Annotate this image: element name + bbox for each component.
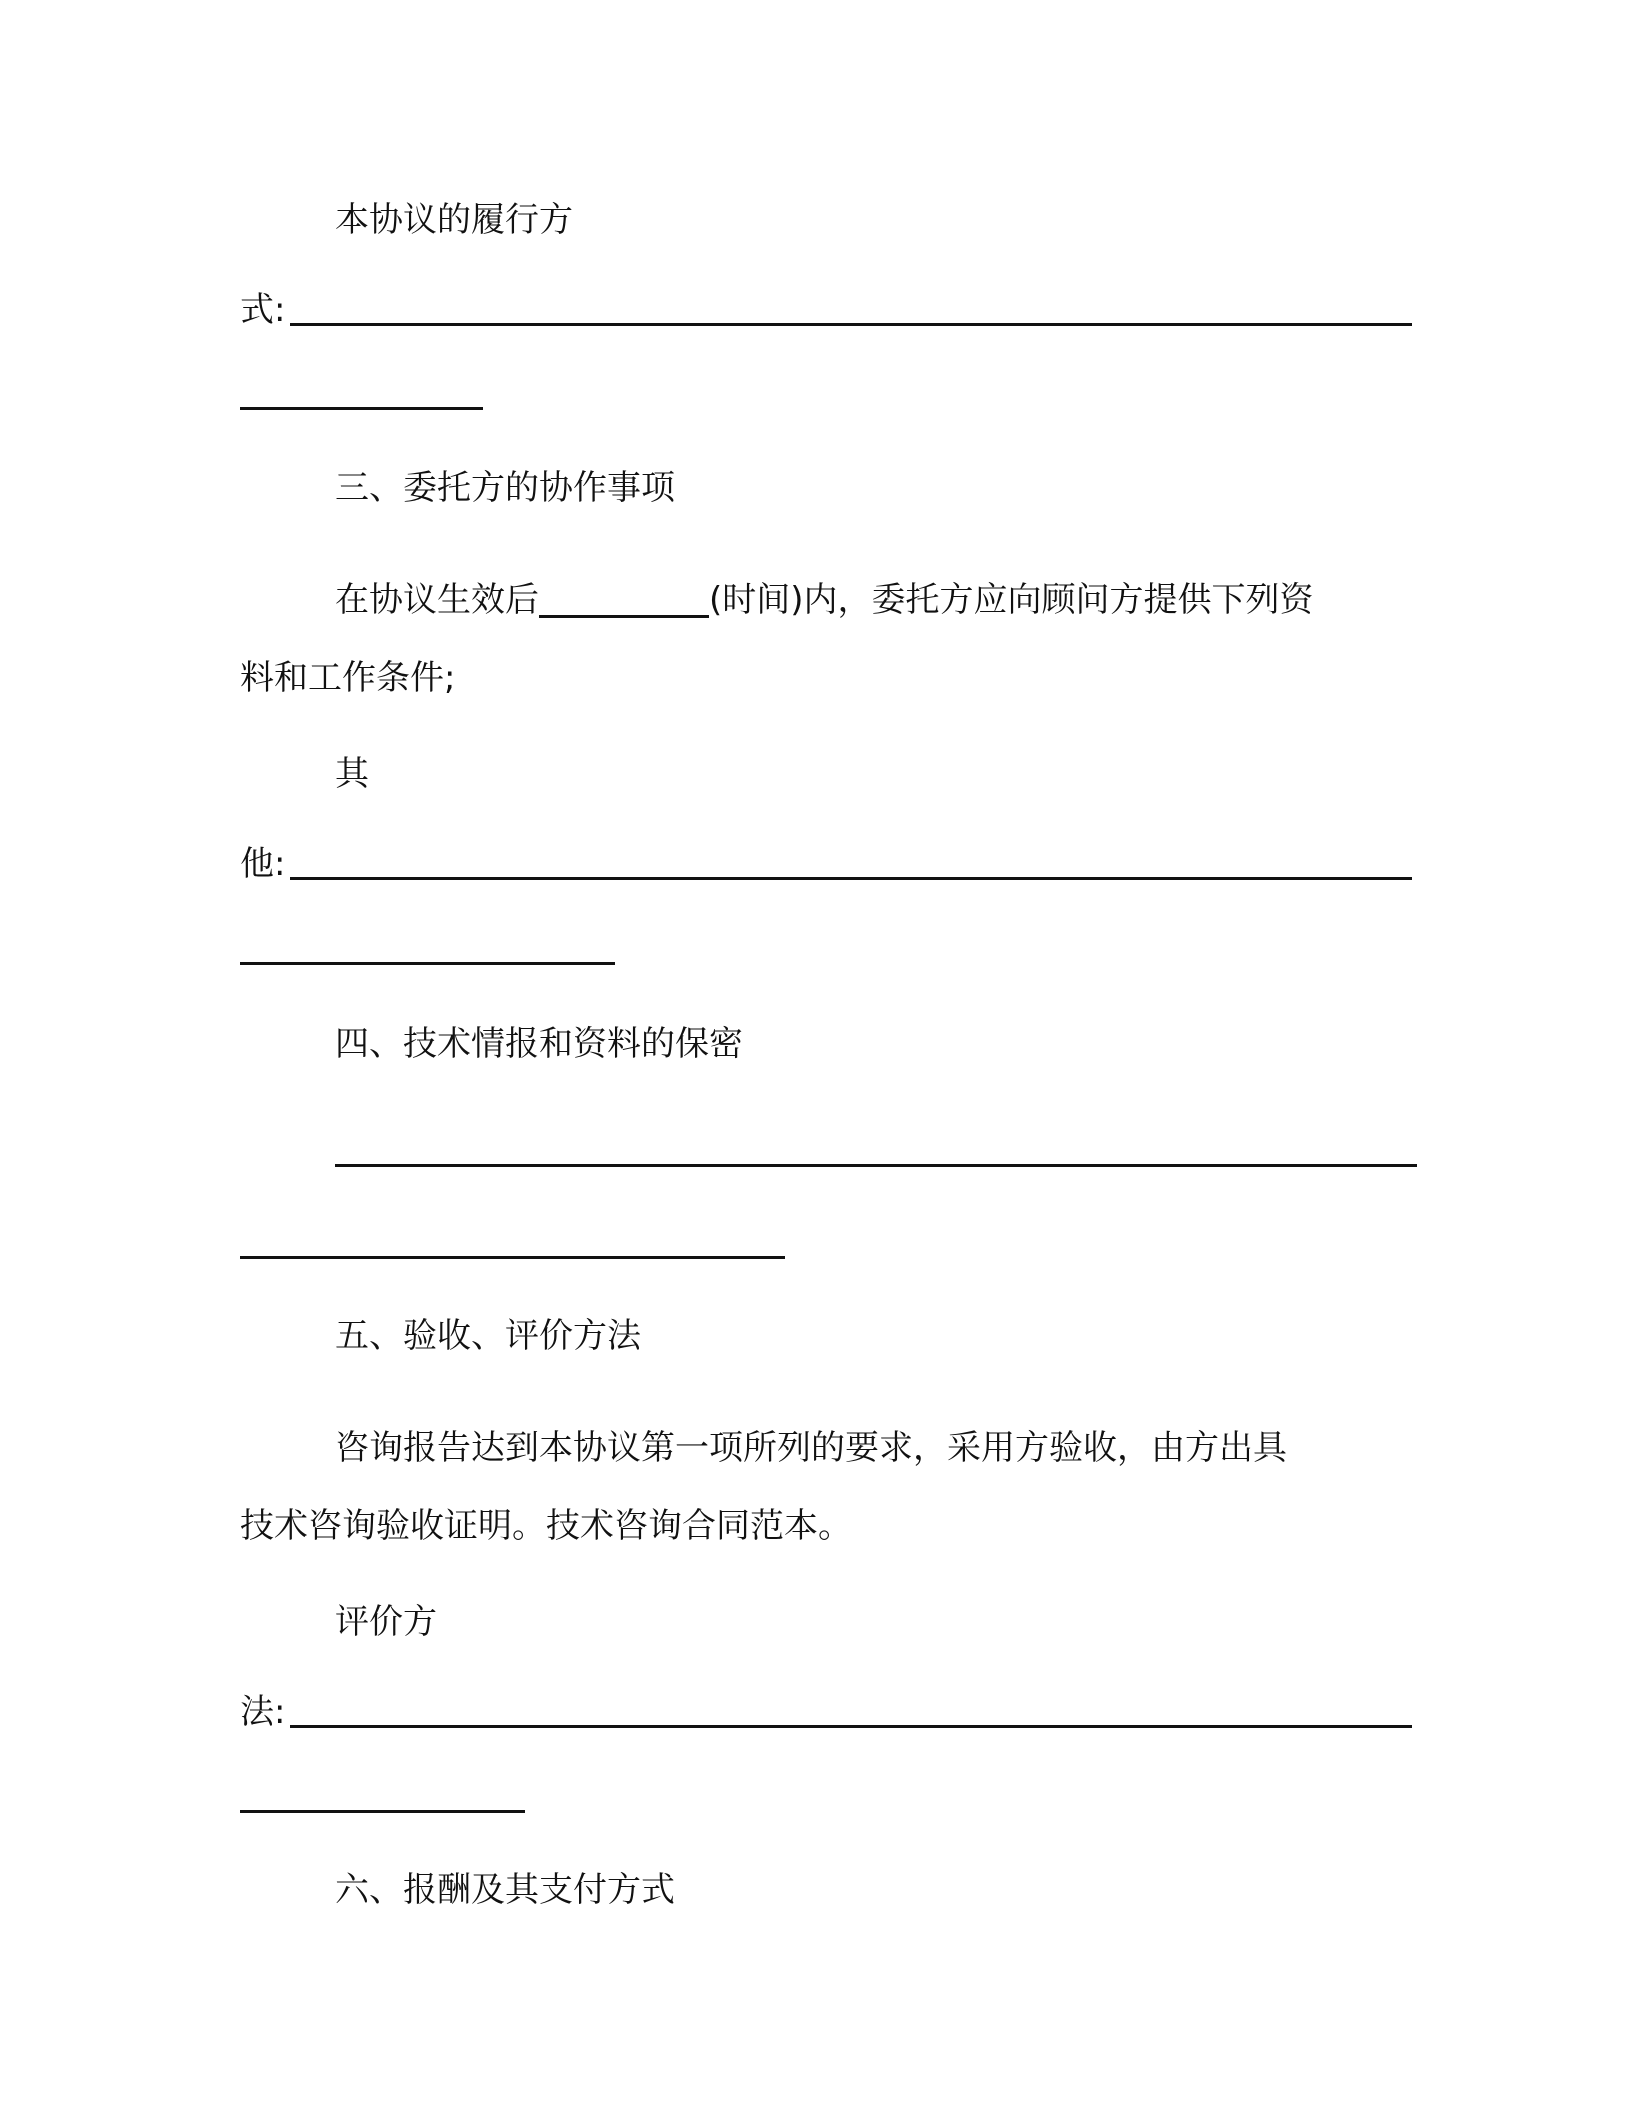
performance-label — [335, 196, 573, 244]
other-label-line — [240, 840, 285, 888]
section6-title-text: 六、报酬及其支付方式 — [335, 1870, 675, 1910]
section3-paragraph-line2 — [240, 654, 455, 702]
section5-para-line2-text: 技术咨询验收证明。技术咨询合同范本。 — [240, 1506, 852, 1546]
section5-paragraph-line2 — [240, 1502, 852, 1550]
section3-paragraph-line1 — [335, 576, 1314, 624]
evaluation-blank-line-1 — [290, 1725, 1412, 1728]
section5-para-line1-text: 咨询报告达到本协议第一项所列的要求，采用方验收，由方出具 — [335, 1428, 1287, 1468]
other-blank-line-1 — [290, 877, 1412, 880]
section3-para-line2-text: 料和工作条件; — [240, 658, 456, 698]
section4-title-text: 四、技术情报和资料的保密 — [335, 1024, 743, 1064]
section3-title — [335, 464, 675, 512]
section6-title — [335, 1866, 675, 1914]
section5-title-text: 五、验收、评价方法 — [335, 1316, 641, 1356]
evaluation-label-text: 评价方 — [335, 1602, 437, 1642]
performance-label-cont: 式: — [240, 290, 286, 330]
section3-para-part2: (时间)内，委托方应向顾问方提供下列资 — [709, 580, 1314, 620]
section4-blank-line-2 — [240, 1256, 785, 1259]
evaluation-label — [335, 1598, 437, 1646]
performance-label-text: 本协议的履行方 — [335, 200, 573, 240]
section4-title — [335, 1020, 743, 1068]
performance-blank-line-1 — [290, 323, 1412, 326]
performance-label-line — [240, 286, 285, 334]
section3-title-text: 三、委托方的协作事项 — [335, 468, 675, 508]
other-label-cont: 他: — [240, 844, 286, 884]
other-label-text: 其 — [335, 754, 369, 794]
other-blank-line-2 — [240, 962, 615, 965]
evaluation-label-cont: 法: — [240, 1692, 286, 1732]
time-blank — [539, 576, 709, 624]
section5-title — [335, 1312, 641, 1360]
evaluation-label-line — [240, 1688, 285, 1736]
section5-paragraph-line1 — [335, 1424, 1287, 1472]
evaluation-blank-line-2 — [240, 1810, 525, 1813]
section3-para-part1: 在协议生效后 — [335, 580, 539, 620]
performance-blank-line-2 — [240, 407, 483, 410]
section4-blank-line-1 — [335, 1164, 1417, 1167]
other-label — [335, 750, 369, 798]
